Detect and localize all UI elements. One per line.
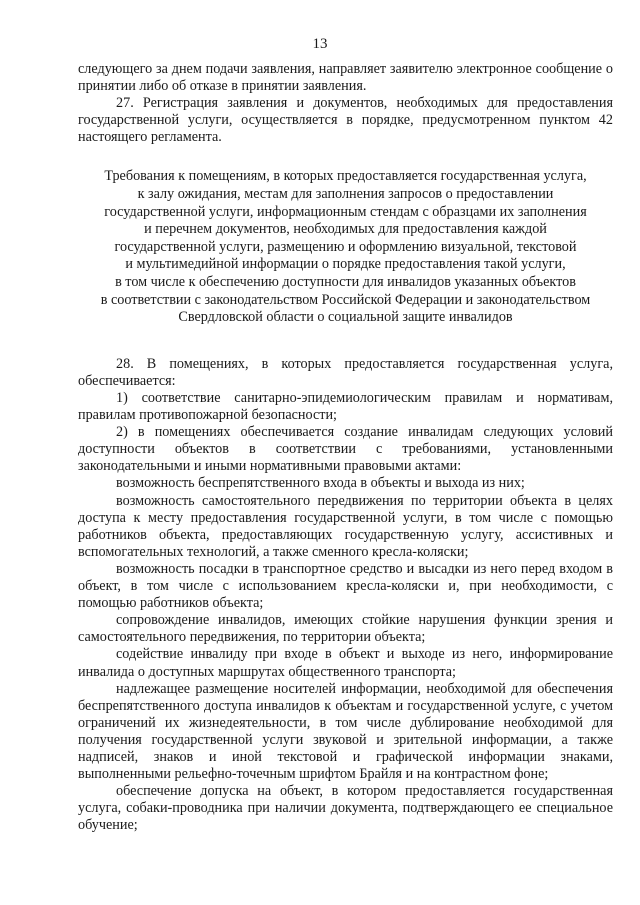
section-heading [78,168,613,326]
page-number: 13 [312,36,328,52]
heading-line: Требования к помещениям, в которых предоставляется государственная услуга, [104,168,587,185]
document-body [78,61,613,834]
heading-line: в соответствии с законодательством Российской Федерации и законодательством [100,291,591,308]
paragraph-28: 28. В помещениях, в которых предоставляется государственная услуга, обеспечивается: [78,355,613,389]
list-item-2: 2) в помещениях обеспечивается создание инвалидам следующих условий доступности объектов в соответствии с требованиями, установленными законодательными и иными нормативными правовыми актами: [78,424,613,475]
condition-item: содействие инвалиду при входе в объект и выходе из него, информирование инвалида о доступных маршрутах общественного транспорта; [78,646,613,680]
paragraph-27: 27. Регистрация заявления и документов, необходимых для предоставления государственной услуги, осуществляется в порядке, предусмотренном пунктом 42 настоящего регламента. [78,95,613,146]
condition-item: возможность беспрепятственного входа в объекты и выхода из них; [116,475,525,492]
list-item-1: 1) соответствие санитарно-эпидемиологическим правилам и нормативам, правилам противопожарной безопасности; [78,390,613,424]
paragraph-continuation: следующего за днем подачи заявления, направляет заявителю электронное сообщение о принятии либо об отказе в принятии заявления. [78,61,613,95]
heading-line: государственной услуги, размещению и оформлению визуальной, текстовой [114,238,577,255]
condition-item: возможность самостоятельного передвижения по территории объекта в целях доступа к месту предоставления государственной услуги, в том числе с помощью работников объекта, предоставляющих государственную услугу, ассистивных и вспомогательных технологий, а также сменного кресла-коляски; [78,492,613,560]
heading-line: Свердловской области о социальной защите инвалидов [178,309,513,326]
condition-item: возможность посадки в транспортное средство и высадки из него перед входом в объект, в том числе с использованием кресла-коляски и, при необходимости, с помощью работников объекта; [78,560,613,612]
heading-line: в том числе к обеспечению доступности для инвалидов указанных объектов [115,274,576,291]
condition-item: сопровождение инвалидов, имеющих стойкие нарушения функции зрения и самостоятельного передвижения, по территории объекта; [78,612,613,646]
heading-line: и перечнем документов, необходимых для предоставления каждой [144,221,547,238]
heading-line: к залу ожидания, местам для заполнения запросов о предоставлении [137,186,554,203]
heading-line: государственной услуги, информационным стендам с образцами их заполнения [104,203,587,220]
condition-item: обеспечение допуска на объект, в котором предоставляется государственная услуга, собаки-проводника при наличии документа, подтверждающего ее специальное обучение; [78,783,613,834]
heading-line: и мультимедийной информации о порядке предоставления такой услуги, [125,256,566,273]
condition-item: надлежащее размещение носителей информации, необходимой для обеспечения беспрепятственного доступа инвалидов к объектам и государственной услуге, с учетом ограничений их жизнедеятельности, в том числе дублирование необходимой для получения государственной услуги звуковой и зрительной информации, а также надписей, знаков и иной текстовой и графической информации знаками, выполненными рельефно-точечным шрифтом Брайля и на контрастном фоне; [78,680,613,783]
